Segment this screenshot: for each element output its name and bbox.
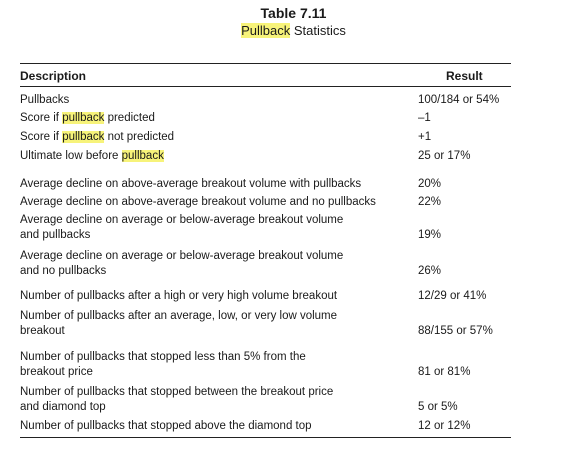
highlighted-term: pullback bbox=[121, 150, 164, 162]
table-caption bbox=[0, 22, 587, 39]
table-row bbox=[20, 93, 511, 108]
row-description bbox=[20, 149, 410, 164]
description-text: predicted bbox=[104, 112, 155, 124]
table-row bbox=[20, 249, 511, 279]
table-row bbox=[20, 385, 511, 415]
caption-rest: Statistics bbox=[290, 23, 346, 38]
row-description bbox=[20, 213, 410, 243]
description-text: Average decline on average or below-average breakout volume and no pullbacks bbox=[20, 250, 344, 277]
caption-highlight: Pullback bbox=[241, 23, 291, 38]
row-description bbox=[20, 419, 410, 434]
table-row bbox=[20, 195, 511, 210]
row-result: 5 or 5% bbox=[418, 401, 458, 413]
description-text: Number of pullbacks that stopped above the diamond top bbox=[20, 420, 312, 432]
row-result: 12/29 or 41% bbox=[418, 290, 487, 302]
row-description bbox=[20, 249, 410, 279]
description-text: not predicted bbox=[104, 131, 175, 143]
row-result: 26% bbox=[418, 265, 442, 277]
description-text: Number of pullbacks after a high or very high volume breakout bbox=[20, 290, 338, 302]
table-row bbox=[20, 177, 511, 192]
table-row bbox=[20, 149, 511, 164]
description-text: Score if bbox=[20, 131, 63, 143]
table-top-rule bbox=[20, 63, 511, 64]
row-description bbox=[20, 350, 410, 380]
header-rule bbox=[20, 86, 511, 87]
description-text: Average decline on above-average breakout volume with pullbacks bbox=[20, 178, 362, 190]
row-result: 22% bbox=[418, 196, 442, 208]
description-text: Average decline on above-average breakout volume and no pullbacks bbox=[20, 196, 376, 208]
table-row bbox=[20, 130, 511, 145]
highlighted-term: pullback bbox=[62, 131, 105, 143]
row-result: 88/155 or 57% bbox=[418, 325, 493, 337]
description-text: Pullbacks bbox=[20, 94, 70, 106]
table-title-block bbox=[0, 4, 587, 39]
row-description bbox=[20, 289, 410, 304]
table-bottom-rule bbox=[20, 437, 511, 438]
row-result: –1 bbox=[418, 112, 431, 124]
row-result: 25 or 17% bbox=[418, 150, 471, 162]
row-result: 81 or 81% bbox=[418, 366, 471, 378]
table-row bbox=[20, 419, 511, 434]
row-result: +1 bbox=[418, 131, 432, 143]
description-text: Number of pullbacks that stopped between the breakout price and diamond top bbox=[20, 386, 334, 413]
row-description bbox=[20, 130, 410, 145]
header-result: Result bbox=[446, 69, 483, 83]
description-text: Average decline on average or below-average breakout volume and pullbacks bbox=[20, 214, 344, 241]
description-text: Score if bbox=[20, 112, 63, 124]
row-description bbox=[20, 111, 410, 126]
table-number: Table 7.11 bbox=[260, 5, 327, 21]
row-description bbox=[20, 177, 410, 192]
table-row bbox=[20, 289, 511, 304]
table-row bbox=[20, 350, 511, 380]
row-result: 19% bbox=[418, 229, 442, 241]
row-description bbox=[20, 93, 410, 108]
table-row bbox=[20, 213, 511, 243]
table-row bbox=[20, 111, 511, 126]
row-description bbox=[20, 195, 410, 210]
row-result: 12 or 12% bbox=[418, 420, 471, 432]
table-row bbox=[20, 309, 511, 339]
row-description bbox=[20, 385, 410, 415]
description-text: Ultimate low before bbox=[20, 150, 122, 162]
row-result: 100/184 or 54% bbox=[418, 94, 500, 106]
header-description: Description bbox=[20, 69, 87, 83]
row-description bbox=[20, 309, 410, 339]
row-result: 20% bbox=[418, 178, 442, 190]
description-text: Number of pullbacks that stopped less than 5% from the breakout price bbox=[20, 351, 306, 378]
description-text: Number of pullbacks after an average, low, or very low volume breakout bbox=[20, 310, 338, 337]
highlighted-term: pullback bbox=[62, 112, 105, 124]
